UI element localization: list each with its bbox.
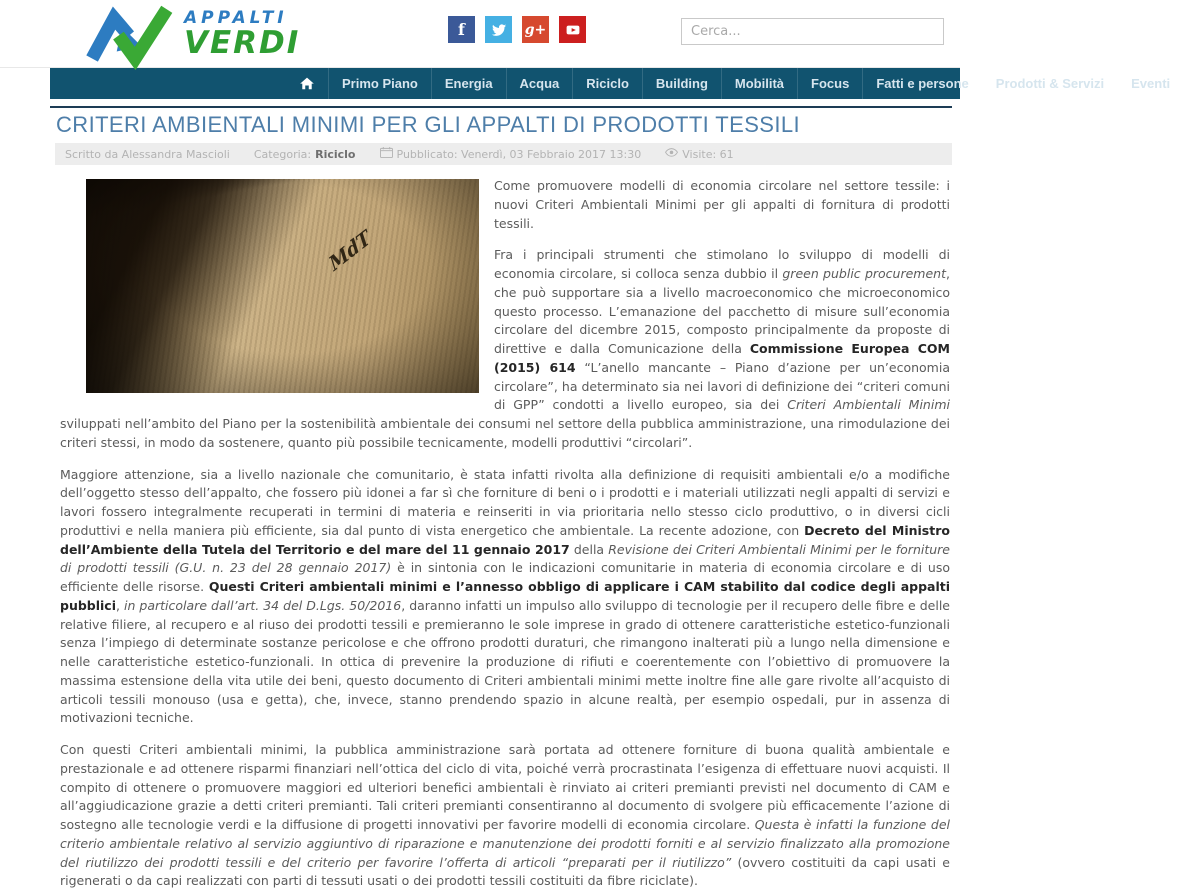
meta-category-label: Categoria: xyxy=(253,147,312,161)
page-title: CRITERI AMBIENTALI MINIMI PER GLI APPALTI DI PRODOTTI TESSILI xyxy=(56,112,801,137)
calendar-icon xyxy=(380,147,393,161)
meta-visits-text: Visite: 61 xyxy=(682,147,734,161)
logo-word-verdi: VERDI xyxy=(184,25,301,61)
meta-category-link[interactable]: Riciclo xyxy=(315,147,356,161)
nav-item-acqua[interactable]: Acqua xyxy=(506,68,573,99)
logo-mark-icon xyxy=(78,4,180,66)
site-header xyxy=(0,0,960,68)
article-meta xyxy=(55,143,952,165)
meta-category xyxy=(254,148,356,161)
meta-visits xyxy=(665,147,733,161)
social-icons xyxy=(448,16,586,43)
fabric-monogram: MdT xyxy=(325,226,375,276)
site-logo[interactable] xyxy=(78,4,300,66)
article-header xyxy=(50,106,952,138)
twitter-icon[interactable] xyxy=(485,16,512,43)
nav-item-energia[interactable]: Energia xyxy=(431,68,506,99)
nav-item-fatti-e-persone[interactable]: Fatti e persone xyxy=(862,68,981,99)
search-input[interactable] xyxy=(681,18,944,45)
logo-text xyxy=(184,10,300,59)
search-box xyxy=(681,18,944,45)
article-paragraph: Come promuovere modelli di economia circolare nel settore tessile: i nuovi Criteri Ambientali Minimi per gli appalti di fornitura di prodotti tessili. xyxy=(494,178,950,231)
facebook-icon[interactable]: f xyxy=(448,16,475,43)
nav-item-primo-piano[interactable]: Primo Piano xyxy=(328,68,431,99)
main-nav-list xyxy=(50,68,1171,99)
article-paragraph: Maggiore attenzione, sia a livello nazionale che comunitario, è stata infatti rivolta alla definizione di requisiti ambientali e/o a modifiche dell’oggetto stesso dell’appalto, che fossero più idonei a far sì che forniture di beni o i prodotti e i materiali utilizzati negli appalti di servizi e lavori fossero integralmente recuperati in termini di materia e reinseriti in via prioritaria nello stesso ciclo produttivo, o in diversi cicli produttivi e nella maniera più efficiente, sia dal punto di vista energetico che ambientale. La recente adozione, con Decreto del Ministro dell’Ambiente della Tutela del Territorio e del mare del 11 gennaio 2017 della Revisione dei Criteri Ambientali Minimi per le forniture di prodotti tessili (G.U. n. 23 del 28 gennaio 2017) è in sintonia con le indicazioni comunitarie in materia di economia circolare e di uso efficiente delle risorse. Questi Criteri ambientali minimi e l’annesso obbligo di applicare i CAM stabilito dal codice degli appalti pubblici, in particolare dall’art. 34 del D.Lgs. 50/2016, daranno infatti un impulso allo sviluppo di tecnologie per il recupero delle fibre e delle relative filiere, al recupero e al riuso dei prodotti tessili e premieranno le sole imprese in grado di ottenere caratteristiche estetico-funzionali senza l’impiego di determinate sostanze pericolose e che offrono prodotti duraturi, che rimangono inalterati più a lungo nella dimensione e nelle caratteristiche estetico-funzionali. In ottica di prevenire la produzione di rifiuti e coerentemente con l’obiettivo di promuovere la massima estensione della vita utile dei beni, questo documento di Criteri ambientali minimi mette inoltre fine alle gare rivolte all’acquisto di articoli tessili monouso (usa e getta), che, invece, stanno prendendo spazio in alcune realtà, per esempio ospedali, pur in assenza di motivazioni tecniche. xyxy=(60,466,950,726)
eye-icon xyxy=(665,147,678,161)
youtube-icon[interactable] xyxy=(559,16,586,43)
nav-item-mobilita[interactable]: Mobilità xyxy=(721,68,797,99)
article-body xyxy=(60,177,950,891)
main-nav xyxy=(50,68,1171,99)
nav-item-focus[interactable]: Focus xyxy=(797,68,862,99)
meta-author: Scritto da Alessandra Mascioli xyxy=(65,147,230,161)
googleplus-icon[interactable]: g+ xyxy=(522,16,549,43)
nav-item-riciclo[interactable]: Riciclo xyxy=(572,68,642,99)
nav-item-prodotti-servizi[interactable]: Prodotti & Servizi xyxy=(982,68,1117,99)
nav-item-eventi[interactable]: Eventi xyxy=(1117,68,1183,99)
article-image xyxy=(86,179,479,393)
nav-item-building[interactable]: Building xyxy=(642,68,721,99)
logo-word-appalti: APPALTI xyxy=(184,8,288,28)
article-paragraph: Con questi Criteri ambientali minimi, la pubblica amministrazione sarà portata ad ottenere forniture di buona qualità ambientale e prestazionale e ad ottenere risparmi finanziari nell’ottica del ciclo di vita, poiché verrà procrastinata l’esigenza di effettuare nuovi acquisti. Il compito di ottenere o promuovere maggiori ed ulteriori benefici ambientali è rinviato ai criteri premianti previsti nel documento di CAM e all’aggiudicazione grazie a detti criteri premianti. Tali criteri premianti consentiranno al documento di svolgere più efficacemente l’azione di sostegno alle tecnologie verdi e la diffusione di progetti innovativi per favorire modelli di economia circolare. Questa è infatti la funzione del criterio ambientale relativo al servizio aggiuntivo di riparazione e manutenzione dei prodotti forniti e al servizio finalizzato alla promozione del riutilizzo dei prodotti tessili e del criterio per favorire l’offerta di articoli “preparati per il riutilizzo” (ovvero costituiti da capi usati e rigenerati o da capi realizzati con parti di tessuti usati o dei prodotti tessili costituiti da fibre riciclate). xyxy=(60,742,950,889)
meta-published-text: Pubblicato: Venerdì, 03 Febbraio 2017 13:30 xyxy=(396,147,642,161)
nav-home-icon[interactable] xyxy=(286,68,328,99)
meta-published xyxy=(380,147,642,161)
article-paragraph: Fra i principali strumenti che stimolano lo sviluppo di modelli di economia circolare, si colloca senza dubbio il green public procurement, che può supportare sia a livello macroeconomico che microeconomico questo processo. L’emanazione del pacchetto di misure sull’economia circolare del dicembre 2015, composto principalmente da proposte di direttive e dalla Comunicazione della Commissione Europea COM (2015) 614 “L’anello mancante – Piano d’azione per un’economia circolare”, ha determinato sia nei lavori di definizione dei “criteri comuni di GPP” condotti a livello europeo, sia dei Criteri Ambientali Minimi sviluppati nell’ambito del Piano per la sostenibilità ambientale dei consumi nel settore della pubblica amministrazione, una rimodulazione dei criteri stessi, in modo da sostenere, quanto più possibile tecnicamente, modelli produttivi “circolari”. xyxy=(60,247,950,450)
